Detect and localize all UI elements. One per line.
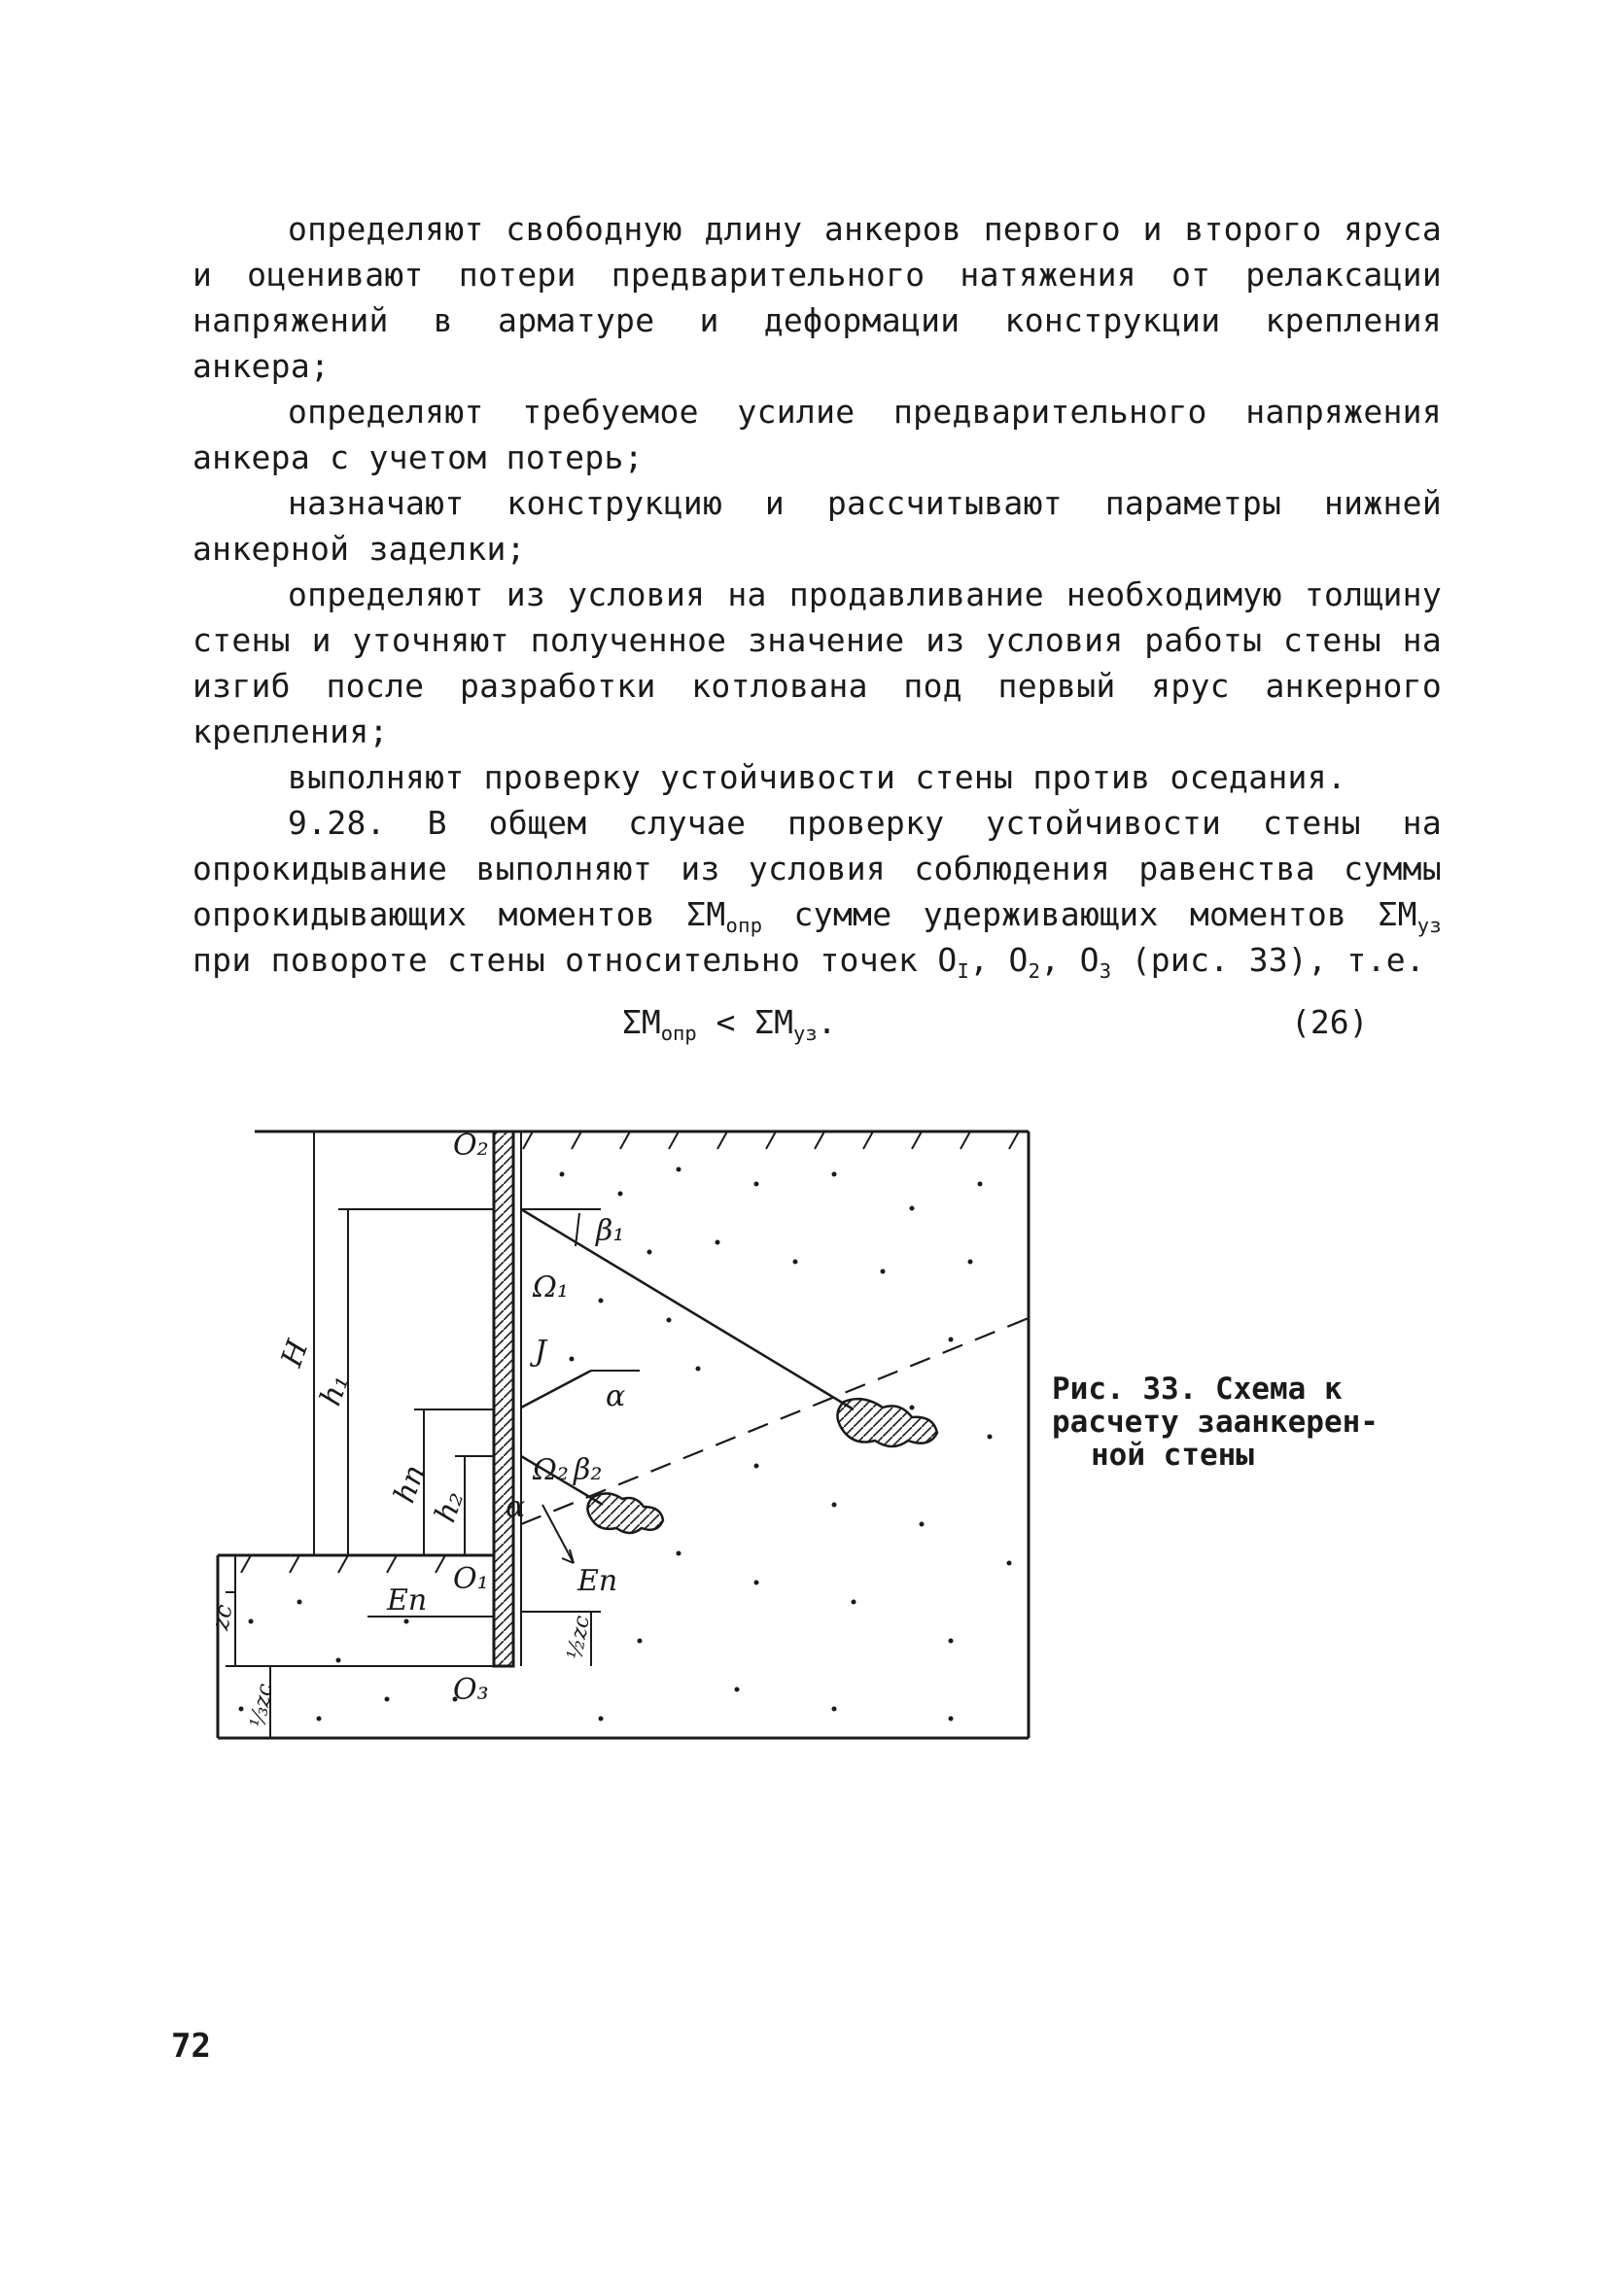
caption-line-1: Рис. 33. Схема к (1052, 1372, 1343, 1407)
label-third-zc: ⅓zc (246, 1682, 278, 1730)
label-half-zc: ½zc (563, 1614, 595, 1662)
body-text (192, 206, 1442, 983)
sum-moments-overturning: $\Sigma M_{опр}$ (686, 895, 763, 938)
label-h1: h₁ (313, 1370, 357, 1410)
label-o1: O₁ (453, 1562, 489, 1596)
label-hn: hп (387, 1460, 433, 1508)
label-o3: O₃ (453, 1673, 489, 1707)
force-j-arrow (521, 1371, 591, 1408)
slip-plane-line (521, 1318, 1029, 1524)
label-beta2: β₂ (574, 1453, 603, 1487)
label-j: J (535, 1335, 547, 1369)
label-h: H (274, 1336, 316, 1372)
formula-number: (26) (1291, 1003, 1369, 1041)
sum-moments-holding: $\Sigma M_{уз}$ (1378, 895, 1442, 938)
label-h2: h₂ (428, 1486, 472, 1527)
point-o2: $O_2$ (1008, 941, 1041, 984)
caption-line-3: ной стены (1091, 1438, 1254, 1473)
paragraph-free-length: определяют свободную длину анкеров первого и второго яруса и оценивают потери предварительного натяжения от релаксации напряжений в арматуре и деформации конструкции крепления анкера; (192, 210, 1442, 385)
label-beta1: β₁ (596, 1214, 625, 1248)
upper-anchor-root (837, 1399, 937, 1446)
formula-expression: $\Sigma M_{опр} < \Sigma M_{уз}$. (622, 1003, 837, 1046)
figure-33-anchored-wall (206, 1116, 1048, 1748)
upper-anchor-tendon (521, 1209, 854, 1409)
paragraph-anchor-seal: назначают конструкцию и рассчитывают параметры нижней анкерной заделки; (192, 484, 1442, 568)
paragraph-9-28: 9.28. В общем случае проверку устойчивости стены на опрокидывание выполняют из условия соблюдения равенства суммы опрокидывающих моментов $\Sigma M_{опр}$ сумме удерживающих моментов $\Sigma M_{уз}$ при повороте стены относительно точек $O_I$, $O_2$, $O_3$ (рис. 33), т.е. (192, 804, 1442, 984)
figure-caption (1052, 1373, 1402, 1472)
label-en-left: Eп (387, 1583, 428, 1618)
page-number: 72 (171, 2027, 211, 2066)
earth-pressure-arrow (542, 1505, 574, 1563)
label-zc: zc (206, 1602, 238, 1633)
label-o2: O₂ (453, 1129, 489, 1163)
formula-26 (0, 1003, 1607, 1052)
paragraph-wall-thickness: определяют из условия на продавливание необходимую толщину стены и уточняют полученное значение из условия работы стены на изгиб после разработки котлована под первый ярус анкерного крепления; (192, 575, 1442, 750)
lower-anchor-root (587, 1493, 663, 1533)
point-o3: $O_3$ (1079, 941, 1112, 984)
point-o1: $O_I$ (937, 941, 970, 984)
wall (494, 1131, 513, 1666)
label-omega1: Ω₁ (533, 1270, 569, 1305)
label-omega2: Ω₂ (533, 1453, 569, 1487)
caption-line-2: расчету заанкерен- (1052, 1405, 1379, 1440)
label-alpha2: α (506, 1490, 526, 1524)
label-en-right: Eп (577, 1564, 618, 1598)
paragraph-prestress-force: определяют требуемое усилие предварительного напряжения анкера с учетом потерь; (192, 393, 1442, 476)
paragraph-settlement-check: выполняют проверку устойчивости стены против оседания. (288, 758, 1347, 796)
label-alpha: α (606, 1379, 626, 1413)
